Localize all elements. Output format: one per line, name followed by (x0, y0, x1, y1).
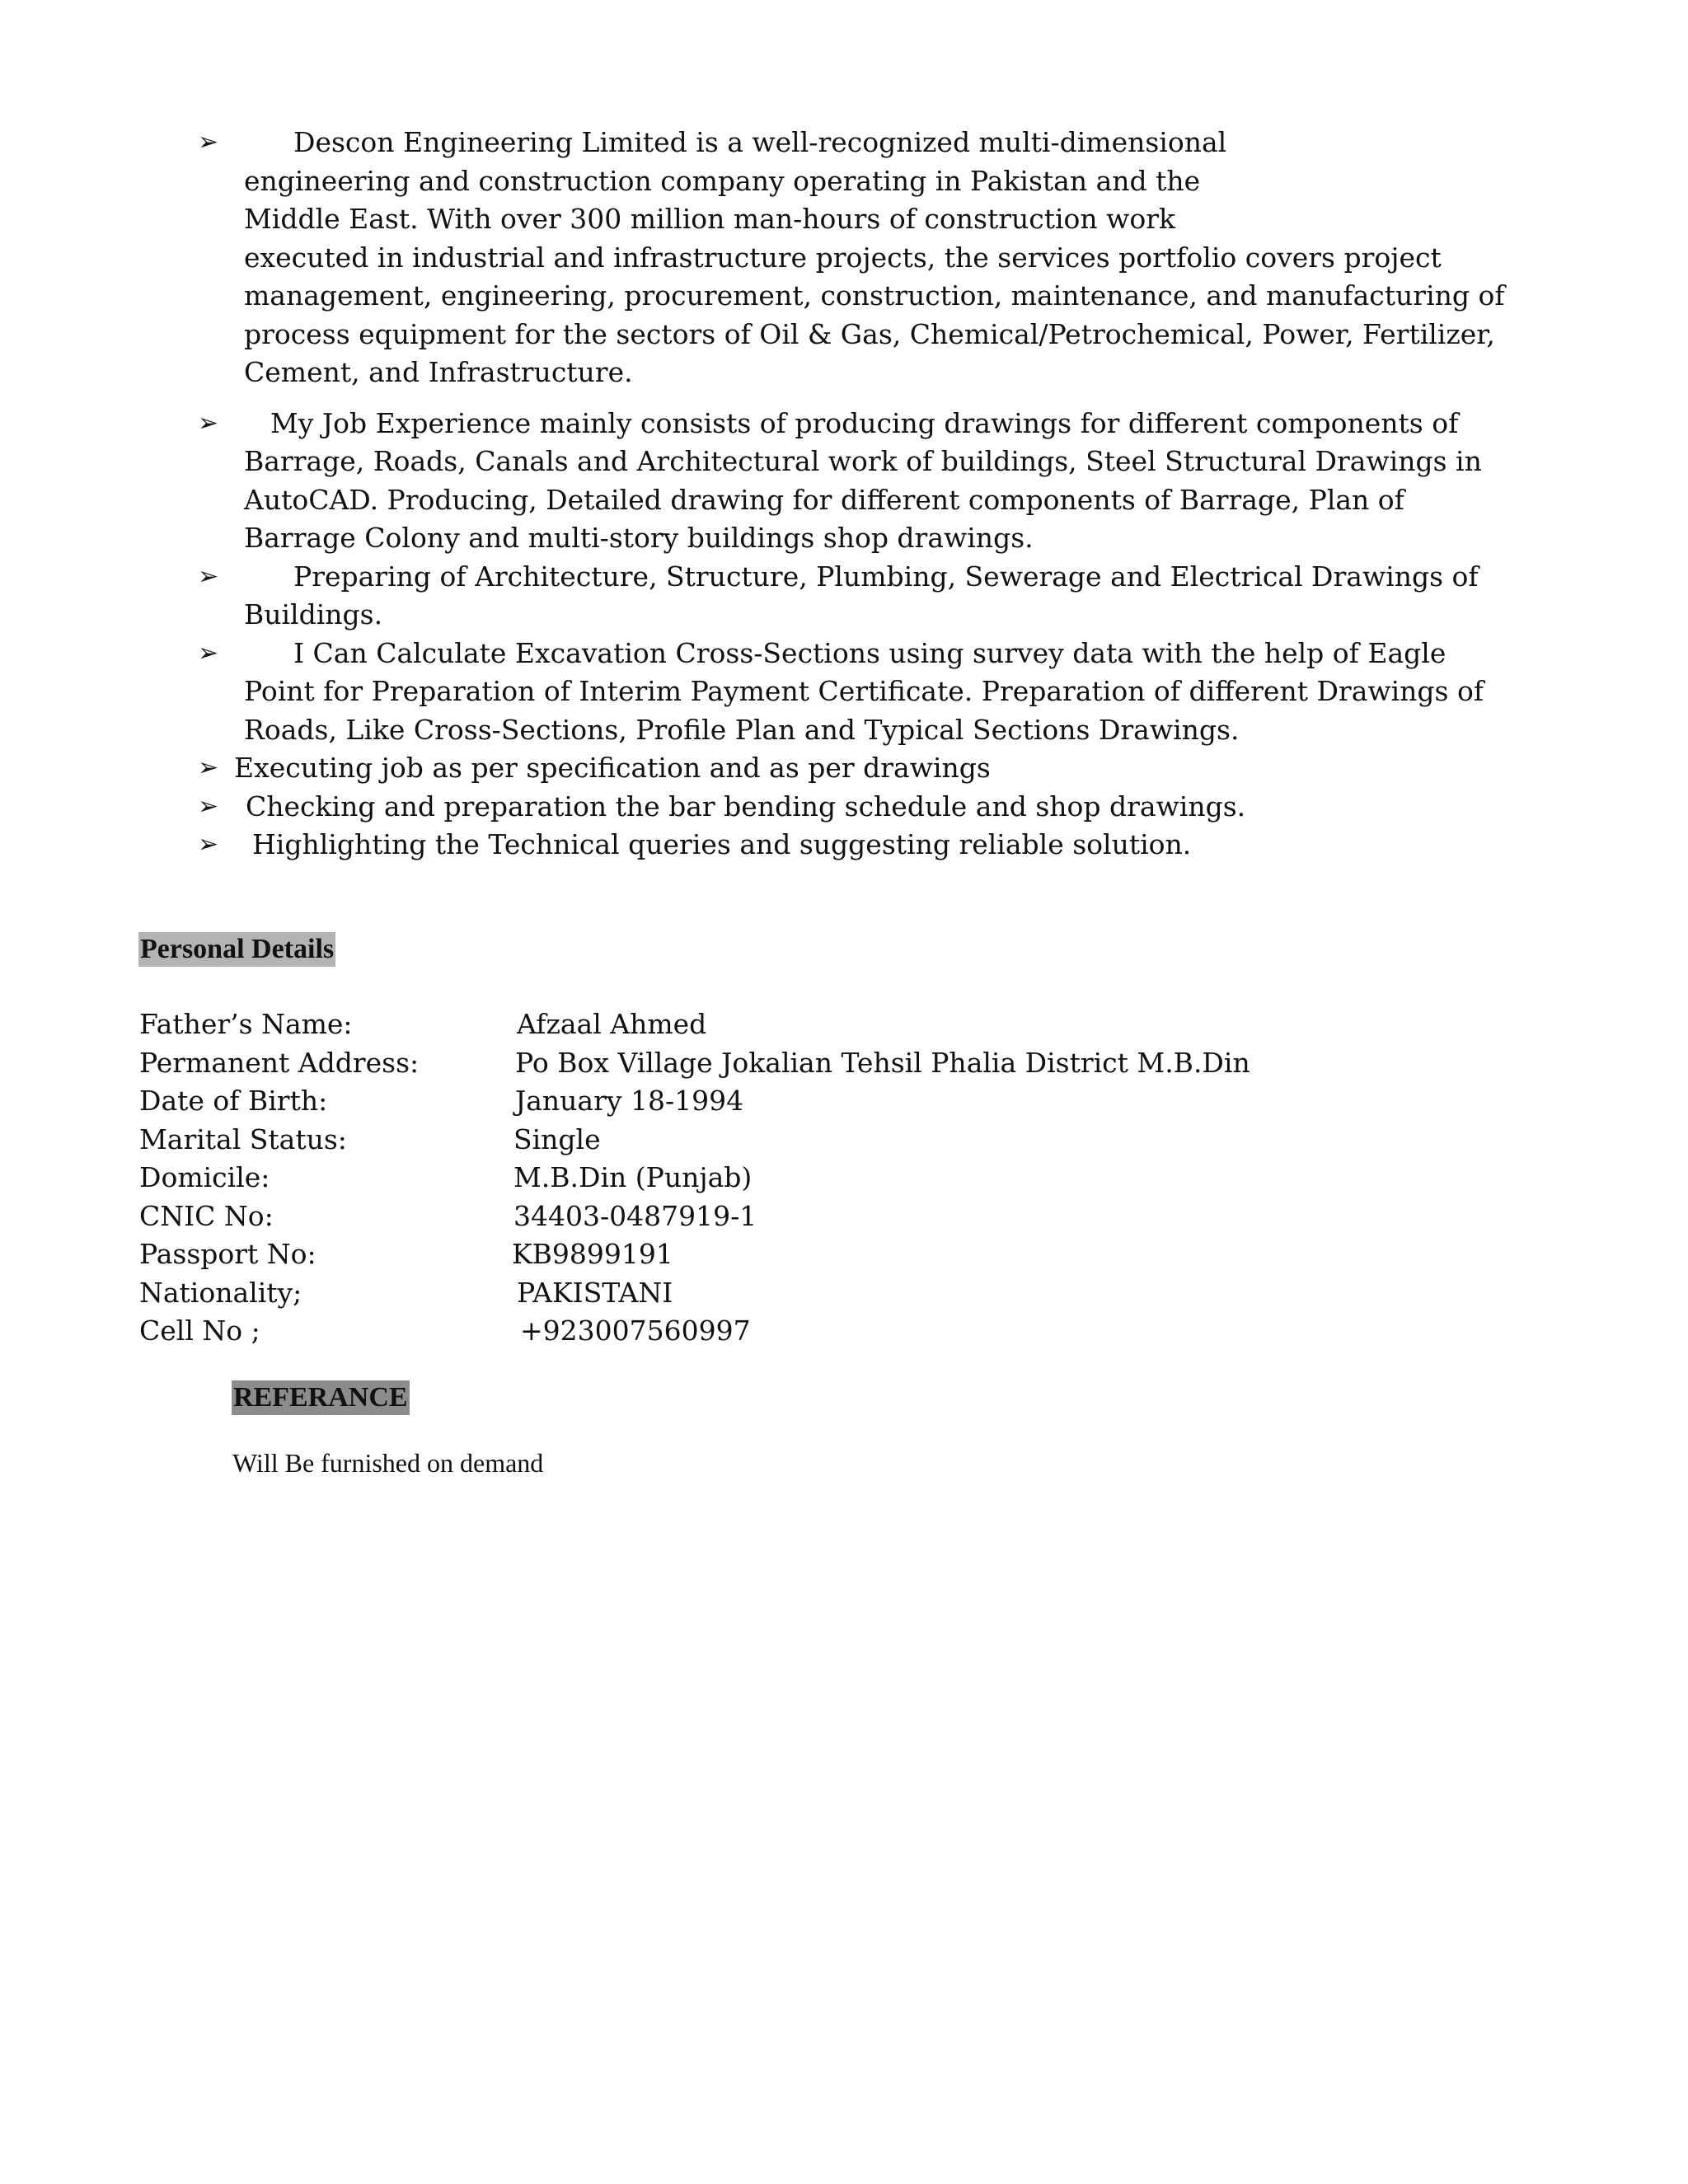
reference-text: Will Be furnished on demand (232, 1448, 544, 1478)
detail-label: Father’s Name: (139, 1008, 353, 1040)
bullet-line: Checking and preparation the bar bending schedule and shop drawings. (246, 790, 1246, 823)
bullet-line: Highlighting the Technical queries and suggesting reliable solution. (252, 828, 1192, 860)
detail-label: Marital Status: (139, 1122, 347, 1155)
arrowhead-bullet-icon: ➢ (198, 408, 219, 438)
detail-value: +923007560997 (520, 1315, 751, 1347)
reference-heading: REFERANCE (232, 1380, 410, 1415)
detail-row-cell (139, 1312, 1250, 1351)
experience-bullet-list (198, 124, 1517, 865)
bullet-item-excavation (198, 635, 1517, 750)
bullet-line: Descon Engineering Limited is a well-recognized multi-dimensional (293, 126, 1227, 158)
bullet-line: I Can Calculate Excavation Cross-Sections using survey data with the help of Eagle (293, 636, 1447, 669)
detail-row-domicile (139, 1159, 1250, 1197)
detail-row-passport (139, 1235, 1250, 1274)
arrowhead-bullet-icon: ➢ (198, 561, 219, 591)
arrowhead-bullet-icon: ➢ (198, 791, 219, 821)
detail-label: Cell No ; (139, 1315, 260, 1347)
detail-row-nationality (139, 1274, 1250, 1313)
detail-row-cnic (139, 1197, 1250, 1236)
detail-label: CNIC No: (139, 1199, 274, 1232)
detail-label: Permanent Address: (139, 1046, 420, 1079)
detail-value: January 18-1994 (515, 1085, 744, 1117)
bullet-line: executed in industrial and infrastructure projects, the services portfolio covers project (244, 241, 1442, 274)
arrowhead-bullet-icon: ➢ (198, 128, 219, 157)
bullet-line: engineering and construction company operating in Pakistan and the (244, 164, 1201, 197)
bullet-item-descon (198, 124, 1517, 392)
arrowhead-bullet-icon: ➢ (198, 830, 219, 859)
bullet-line: Executing job as per specification and as per drawings (234, 752, 991, 784)
bullet-line: Middle East. With over 300 million man-hours of construction work (244, 203, 1176, 235)
bullet-line: management, engineering, procurement, construction, maintenance, and manufacturing of (244, 279, 1505, 312)
bullet-line: Buildings. (244, 598, 383, 630)
bullet-item-job-experience (198, 405, 1517, 558)
detail-row-dob (139, 1082, 1250, 1121)
detail-label: Domicile: (139, 1161, 270, 1193)
detail-label: Nationality; (139, 1276, 302, 1309)
bullet-line: Barrage Colony and multi-story buildings shop drawings. (244, 522, 1034, 554)
detail-value: Single (513, 1122, 601, 1155)
detail-value: PAKISTANI (517, 1276, 673, 1309)
detail-value: 34403-0487919-1 (513, 1199, 757, 1232)
detail-value: Afzaal Ahmed (517, 1008, 707, 1040)
bullet-item-highlighting (198, 826, 1517, 865)
bullet-item-executing (198, 749, 1517, 788)
bullet-line: AutoCAD. Producing, Detailed drawing for different components of Barrage, Plan of (244, 483, 1404, 516)
detail-value: KB9899191 (512, 1238, 673, 1270)
bullet-item-checking (198, 788, 1517, 827)
bullet-line: Cement, and Infrastructure. (244, 356, 633, 388)
arrowhead-bullet-icon: ➢ (198, 753, 219, 782)
detail-label: Passport No: (139, 1238, 316, 1270)
detail-row-marital-status (139, 1121, 1250, 1160)
detail-label: Date of Birth: (139, 1085, 328, 1117)
arrowhead-bullet-icon: ➢ (198, 638, 219, 668)
bullet-item-preparing-drawings (198, 558, 1517, 635)
detail-row-fathers-name (139, 1005, 1250, 1044)
personal-details-heading: Personal Details (138, 932, 335, 967)
bullet-line: My Job Experience mainly consists of producing drawings for different components of (270, 406, 1459, 439)
bullet-line: Barrage, Roads, Canals and Architectural work of buildings, Steel Structural Drawings in (244, 445, 1482, 477)
bullet-line: Point for Preparation of Interim Payment Certificate. Preparation of different Drawings of (244, 675, 1484, 707)
detail-row-address (139, 1044, 1250, 1083)
detail-value: M.B.Din (Punjab) (513, 1161, 753, 1193)
detail-value: Po Box Village Jokalian Tehsil Phalia District M.B.Din (515, 1046, 1250, 1079)
bullet-line: process equipment for the sectors of Oil & Gas, Chemical/Petrochemical, Power, Fertilizer, (244, 317, 1495, 350)
bullet-line: Roads, Like Cross-Sections, Profile Plan and Typical Sections Drawings. (244, 713, 1240, 746)
personal-details-table (139, 1005, 1250, 1351)
bullet-line: Preparing of Architecture, Structure, Plumbing, Sewerage and Electrical Drawings of (293, 560, 1479, 593)
